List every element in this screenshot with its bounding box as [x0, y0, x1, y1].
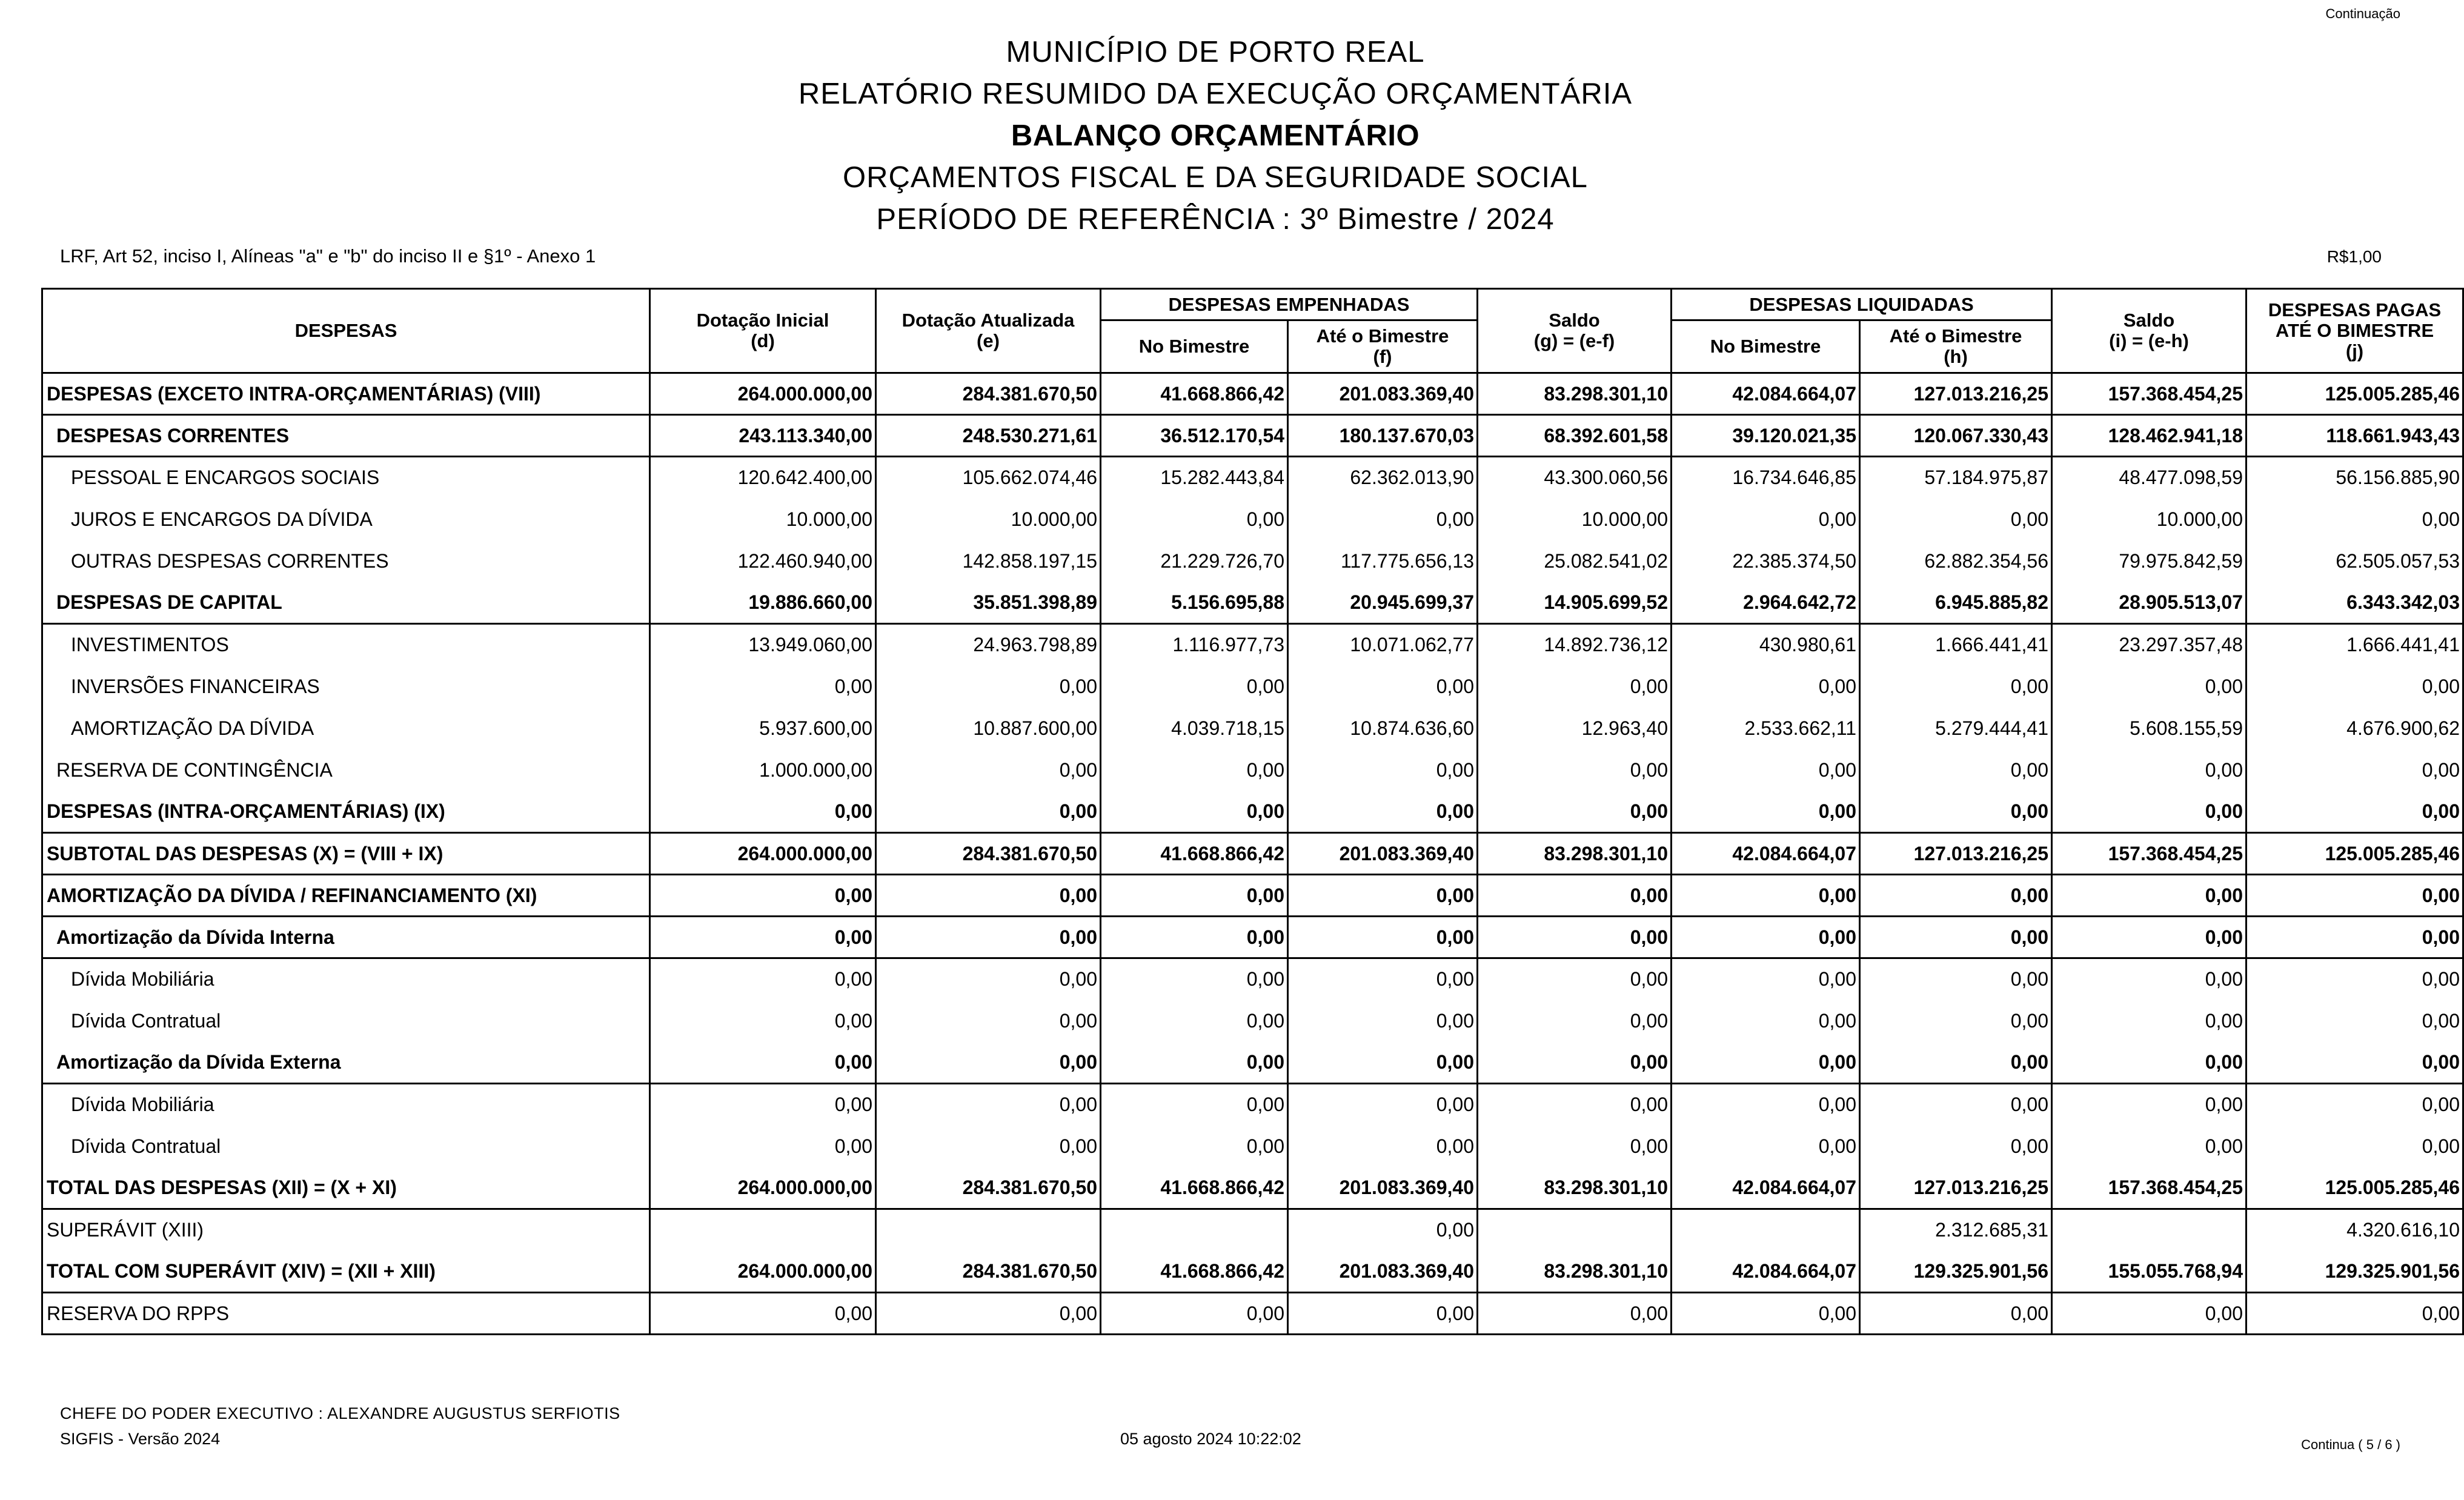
cell-value: 0,00	[2052, 1126, 2246, 1167]
cell-value	[1672, 1209, 1860, 1251]
cell-value: 0,00	[876, 875, 1101, 917]
row-label: INVESTIMENTOS	[42, 624, 650, 666]
cell-value: 0,00	[1288, 749, 1478, 791]
cell-value: 0,00	[1860, 917, 2052, 958]
report-titles	[0, 32, 2431, 241]
cell-value: 180.137.670,03	[1288, 415, 1478, 457]
cell-value: 0,00	[1478, 749, 1672, 791]
cell-value: 284.381.670,50	[876, 833, 1101, 875]
cell-value: 0,00	[1860, 1293, 2052, 1335]
cell-value: 0,00	[650, 791, 876, 833]
cell-value: 12.963,40	[1478, 708, 1672, 749]
table-row	[42, 1126, 2463, 1167]
table-row	[42, 875, 2463, 917]
cell-value: 264.000.000,00	[650, 1167, 876, 1209]
cell-value: 129.325.901,56	[2246, 1251, 2463, 1293]
table-row	[42, 958, 2463, 1000]
cell-value: 0,00	[876, 1126, 1101, 1167]
cell-value: 0,00	[1860, 1000, 2052, 1042]
col-saldo-i: Saldo (i) = (e-h)	[2052, 289, 2246, 373]
cell-value: 1.116.977,73	[1101, 624, 1288, 666]
cell-value: 0,00	[1101, 1000, 1288, 1042]
cell-value: 19.886.660,00	[650, 582, 876, 624]
municipality-title: MUNICÍPIO DE PORTO REAL	[1006, 36, 1425, 68]
cell-value: 0,00	[1478, 917, 1672, 958]
cell-value: 42.084.664,07	[1672, 1251, 1860, 1293]
cell-value: 22.385.374,50	[1672, 540, 1860, 582]
cell-value: 0,00	[1101, 1042, 1288, 1084]
cell-value: 14.905.699,52	[1478, 582, 1672, 624]
cell-value: 0,00	[1288, 875, 1478, 917]
cell-value: 0,00	[1672, 917, 1860, 958]
table-row	[42, 1167, 2463, 1209]
cell-value: 62.362.013,90	[1288, 457, 1478, 499]
cell-value: 0,00	[1101, 1126, 1288, 1167]
cell-value	[650, 1209, 876, 1251]
cell-value: 41.668.866,42	[1101, 1251, 1288, 1293]
cell-value: 0,00	[876, 1084, 1101, 1126]
cell-value: 0,00	[1860, 1084, 2052, 1126]
row-label: PESSOAL E ENCARGOS SOCIAIS	[42, 457, 650, 499]
table-row	[42, 917, 2463, 958]
col-group-liquidadas: DESPESAS LIQUIDADAS	[1672, 289, 2052, 320]
cell-value: 0,00	[1288, 1293, 1478, 1335]
cell-value: 0,00	[1860, 499, 2052, 540]
cell-value: 0,00	[1860, 749, 2052, 791]
row-label: AMORTIZAÇÃO DA DÍVIDA / REFINANCIAMENTO (XI)	[42, 875, 650, 917]
cell-value: 0,00	[1101, 875, 1288, 917]
cell-value: 4.676.900,62	[2246, 708, 2463, 749]
table-row	[42, 791, 2463, 833]
table-row	[42, 624, 2463, 666]
footer-system: SIGFIS - Versão 2024	[60, 1430, 221, 1448]
cell-value: 62.505.057,53	[2246, 540, 2463, 582]
cell-value: 201.083.369,40	[1288, 1167, 1478, 1209]
col-dotacao-atualizada: Dotação Atualizada (e)	[876, 289, 1101, 373]
cell-value: 0,00	[1478, 1000, 1672, 1042]
cell-value: 16.734.646,85	[1672, 457, 1860, 499]
cell-value: 0,00	[876, 958, 1101, 1000]
cell-value: 0,00	[1672, 791, 1860, 833]
cell-value: 120.642.400,00	[650, 457, 876, 499]
row-label: RESERVA DO RPPS	[42, 1293, 650, 1335]
cell-value: 0,00	[650, 958, 876, 1000]
col-despesas: DESPESAS	[42, 289, 650, 373]
table-row	[42, 1084, 2463, 1126]
cell-value: 430.980,61	[1672, 624, 1860, 666]
cell-value: 117.775.656,13	[1288, 540, 1478, 582]
table-row	[42, 373, 2463, 415]
cell-value: 0,00	[2052, 1084, 2246, 1126]
cell-value: 0,00	[876, 1042, 1101, 1084]
cell-value: 0,00	[2246, 1084, 2463, 1126]
cell-value: 5.608.155,59	[2052, 708, 2246, 749]
cell-value: 1.000.000,00	[650, 749, 876, 791]
currency-unit: R$1,00	[2326, 247, 2382, 266]
cell-value	[1478, 1209, 1672, 1251]
cell-value: 0,00	[1288, 499, 1478, 540]
row-label: SUPERÁVIT (XIII)	[42, 1209, 650, 1251]
cell-value: 0,00	[2052, 875, 2246, 917]
cell-value: 0,00	[1288, 791, 1478, 833]
cell-value: 0,00	[2246, 917, 2463, 958]
table-row	[42, 666, 2463, 708]
cell-value: 0,00	[2246, 1000, 2463, 1042]
cell-value: 0,00	[1478, 1293, 1672, 1335]
cell-value: 0,00	[2052, 1042, 2246, 1084]
cell-value: 0,00	[2246, 1126, 2463, 1167]
cell-value: 10.000,00	[2052, 499, 2246, 540]
row-label: INVERSÕES FINANCEIRAS	[42, 666, 650, 708]
cell-value: 48.477.098,59	[2052, 457, 2246, 499]
cell-value: 128.462.941,18	[2052, 415, 2246, 457]
cell-value: 2.964.642,72	[1672, 582, 1860, 624]
cell-value: 142.858.197,15	[876, 540, 1101, 582]
footer-page-indicator: Continua ( 5 / 6 )	[2301, 1437, 2400, 1452]
table-row	[42, 582, 2463, 624]
cell-value: 122.460.940,00	[650, 540, 876, 582]
cell-value: 83.298.301,10	[1478, 373, 1672, 415]
cell-value: 21.229.726,70	[1101, 540, 1288, 582]
table-body	[42, 373, 2463, 1335]
row-label: SUBTOTAL DAS DESPESAS (X) = (VIII + IX)	[42, 833, 650, 875]
cell-value: 10.000,00	[876, 499, 1101, 540]
cell-value: 0,00	[1101, 1293, 1288, 1335]
cell-value: 0,00	[876, 1293, 1101, 1335]
row-label: JUROS E ENCARGOS DA DÍVIDA	[42, 499, 650, 540]
cell-value: 20.945.699,37	[1288, 582, 1478, 624]
cell-value: 0,00	[2246, 1042, 2463, 1084]
cell-value: 35.851.398,89	[876, 582, 1101, 624]
table-row	[42, 833, 2463, 875]
cell-value: 201.083.369,40	[1288, 833, 1478, 875]
row-label: Dívida Contratual	[42, 1000, 650, 1042]
cell-value: 0,00	[2246, 666, 2463, 708]
col-emp-ate-bimestre: Até o Bimestre (f)	[1288, 320, 1478, 373]
cell-value: 127.013.216,25	[1860, 833, 2052, 875]
cell-value: 0,00	[1672, 1126, 1860, 1167]
cell-value: 0,00	[1101, 1084, 1288, 1126]
cell-value: 1.666.441,41	[2246, 624, 2463, 666]
cell-value: 0,00	[1672, 958, 1860, 1000]
cell-value: 56.156.885,90	[2246, 457, 2463, 499]
cell-value: 0,00	[2246, 499, 2463, 540]
cell-value: 83.298.301,10	[1478, 1167, 1672, 1209]
cell-value: 0,00	[1672, 1042, 1860, 1084]
cell-value: 15.282.443,84	[1101, 457, 1288, 499]
cell-value: 5.937.600,00	[650, 708, 876, 749]
cell-value: 41.668.866,42	[1101, 1167, 1288, 1209]
cell-value: 0,00	[1672, 499, 1860, 540]
cell-value: 39.120.021,35	[1672, 415, 1860, 457]
cell-value: 10.887.600,00	[876, 708, 1101, 749]
budget-title: ORÇAMENTOS FISCAL E DA SEGURIDADE SOCIAL	[843, 161, 1588, 194]
cell-value: 125.005.285,46	[2246, 1167, 2463, 1209]
footer-date: 05 agosto 2024 10:22:02	[1120, 1430, 1301, 1448]
cell-value: 10.000,00	[1478, 499, 1672, 540]
cell-value: 23.297.357,48	[2052, 624, 2246, 666]
cell-value: 0,00	[1672, 1084, 1860, 1126]
cell-value: 0,00	[1288, 666, 1478, 708]
cell-value: 42.084.664,07	[1672, 833, 1860, 875]
cell-value: 2.312.685,31	[1860, 1209, 2052, 1251]
table-row	[42, 540, 2463, 582]
cell-value: 0,00	[2246, 1293, 2463, 1335]
table-row	[42, 457, 2463, 499]
budget-table	[41, 288, 2464, 1335]
cell-value: 264.000.000,00	[650, 833, 876, 875]
cell-value: 284.381.670,50	[876, 1251, 1101, 1293]
cell-value: 0,00	[650, 917, 876, 958]
cell-value: 14.892.736,12	[1478, 624, 1672, 666]
cell-value: 0,00	[1860, 875, 2052, 917]
cell-value: 284.381.670,50	[876, 1167, 1101, 1209]
cell-value: 10.874.636,60	[1288, 708, 1478, 749]
cell-value: 0,00	[650, 875, 876, 917]
cell-value: 28.905.513,07	[2052, 582, 2246, 624]
cell-value: 157.368.454,25	[2052, 1167, 2246, 1209]
cell-value: 0,00	[650, 1042, 876, 1084]
report-title: RELATÓRIO RESUMIDO DA EXECUÇÃO ORÇAMENTÁRIA	[798, 78, 1633, 110]
footer-chief: CHEFE DO PODER EXECUTIVO : ALEXANDRE AUGUSTUS SERFIOTIS	[60, 1404, 620, 1422]
cell-value: 83.298.301,10	[1478, 833, 1672, 875]
cell-value: 201.083.369,40	[1288, 373, 1478, 415]
cell-value: 243.113.340,00	[650, 415, 876, 457]
row-label: Dívida Mobiliária	[42, 958, 650, 1000]
cell-value: 0,00	[1288, 1126, 1478, 1167]
cell-value: 0,00	[2246, 958, 2463, 1000]
cell-value: 42.084.664,07	[1672, 373, 1860, 415]
cell-value: 10.071.062,77	[1288, 624, 1478, 666]
cell-value: 127.013.216,25	[1860, 373, 2052, 415]
table-row	[42, 749, 2463, 791]
cell-value: 0,00	[1672, 666, 1860, 708]
table-row	[42, 1042, 2463, 1084]
cell-value: 6.343.342,03	[2246, 582, 2463, 624]
col-group-empenhadas: DESPESAS EMPENHADAS	[1101, 289, 1478, 320]
table-row	[42, 499, 2463, 540]
cell-value: 125.005.285,46	[2246, 373, 2463, 415]
cell-value: 0,00	[650, 1084, 876, 1126]
cell-value: 0,00	[1288, 958, 1478, 1000]
cell-value: 0,00	[1101, 917, 1288, 958]
cell-value: 105.662.074,46	[876, 457, 1101, 499]
row-label: OUTRAS DESPESAS CORRENTES	[42, 540, 650, 582]
cell-value: 0,00	[1101, 958, 1288, 1000]
continuation-note: Continuação	[2325, 6, 2400, 21]
cell-value: 0,00	[2246, 791, 2463, 833]
cell-value: 0,00	[876, 666, 1101, 708]
cell-value: 36.512.170,54	[1101, 415, 1288, 457]
cell-value: 41.668.866,42	[1101, 833, 1288, 875]
col-emp-no-bimestre: No Bimestre	[1101, 320, 1288, 373]
cell-value: 0,00	[1672, 1293, 1860, 1335]
col-saldo-g: Saldo (g) = (e-f)	[1478, 289, 1672, 373]
cell-value: 127.013.216,25	[1860, 1167, 2052, 1209]
cell-value: 0,00	[1288, 917, 1478, 958]
cell-value: 157.368.454,25	[2052, 833, 2246, 875]
cell-value: 4.320.616,10	[2246, 1209, 2463, 1251]
cell-value: 0,00	[876, 749, 1101, 791]
cell-value: 0,00	[1101, 749, 1288, 791]
cell-value: 0,00	[1478, 1126, 1672, 1167]
cell-value: 0,00	[1478, 1042, 1672, 1084]
cell-value: 0,00	[2246, 875, 2463, 917]
table-row	[42, 415, 2463, 457]
cell-value: 0,00	[650, 666, 876, 708]
period-title: PERÍODO DE REFERÊNCIA : 3º Bimestre / 2024	[876, 203, 1555, 236]
cell-value: 264.000.000,00	[650, 373, 876, 415]
lrf-reference: LRF, Art 52, inciso I, Alíneas "a" e "b" do inciso II e §1º - Anexo 1	[60, 245, 596, 267]
cell-value: 0,00	[2246, 749, 2463, 791]
cell-value: 129.325.901,56	[1860, 1251, 2052, 1293]
cell-value	[1101, 1209, 1288, 1251]
cell-value: 43.300.060,56	[1478, 457, 1672, 499]
cell-value: 0,00	[1101, 666, 1288, 708]
cell-value: 57.184.975,87	[1860, 457, 2052, 499]
cell-value: 62.882.354,56	[1860, 540, 2052, 582]
cell-value: 24.963.798,89	[876, 624, 1101, 666]
cell-value: 0,00	[1860, 1042, 2052, 1084]
cell-value: 0,00	[650, 1126, 876, 1167]
cell-value: 0,00	[2052, 958, 2246, 1000]
cell-value: 0,00	[1478, 875, 1672, 917]
row-label: Amortização da Dívida Interna	[42, 917, 650, 958]
cell-value: 83.298.301,10	[1478, 1251, 1672, 1293]
col-liq-ate-bimestre: Até o Bimestre (h)	[1860, 320, 2052, 373]
cell-value: 0,00	[876, 791, 1101, 833]
cell-value: 0,00	[1288, 1000, 1478, 1042]
cell-value: 42.084.664,07	[1672, 1167, 1860, 1209]
row-label: Amortização da Dívida Externa	[42, 1042, 650, 1084]
cell-value: 0,00	[1101, 791, 1288, 833]
cell-value: 118.661.943,43	[2246, 415, 2463, 457]
cell-value: 0,00	[1860, 666, 2052, 708]
cell-value: 0,00	[1672, 749, 1860, 791]
cell-value: 0,00	[876, 917, 1101, 958]
cell-value: 0,00	[2052, 791, 2246, 833]
cell-value: 68.392.601,58	[1478, 415, 1672, 457]
cell-value: 0,00	[650, 1000, 876, 1042]
row-label: DESPESAS (EXCETO INTRA-ORÇAMENTÁRIAS) (VIII)	[42, 373, 650, 415]
row-label: AMORTIZAÇÃO DA DÍVIDA	[42, 708, 650, 749]
row-label: TOTAL DAS DESPESAS (XII) = (X + XI)	[42, 1167, 650, 1209]
table-row	[42, 1000, 2463, 1042]
cell-value: 0,00	[1478, 958, 1672, 1000]
row-label: RESERVA DE CONTINGÊNCIA	[42, 749, 650, 791]
cell-value	[876, 1209, 1101, 1251]
cell-value: 13.949.060,00	[650, 624, 876, 666]
row-label: Dívida Contratual	[42, 1126, 650, 1167]
cell-value: 0,00	[1288, 1209, 1478, 1251]
table-row	[42, 1251, 2463, 1293]
cell-value: 0,00	[650, 1293, 876, 1335]
cell-value: 0,00	[2052, 749, 2246, 791]
balance-title: BALANÇO ORÇAMENTÁRIO	[1011, 119, 1420, 152]
cell-value: 79.975.842,59	[2052, 540, 2246, 582]
cell-value: 0,00	[876, 1000, 1101, 1042]
col-dotacao-inicial: Dotação Inicial (d)	[650, 289, 876, 373]
cell-value: 5.279.444,41	[1860, 708, 2052, 749]
cell-value: 0,00	[1860, 791, 2052, 833]
table-header	[42, 289, 2463, 373]
cell-value: 0,00	[1288, 1084, 1478, 1126]
cell-value: 125.005.285,46	[2246, 833, 2463, 875]
row-label: DESPESAS (INTRA-ORÇAMENTÁRIAS) (IX)	[42, 791, 650, 833]
col-pagas: DESPESAS PAGAS ATÉ O BIMESTRE (j)	[2246, 289, 2463, 373]
row-label: DESPESAS DE CAPITAL	[42, 582, 650, 624]
cell-value: 41.668.866,42	[1101, 373, 1288, 415]
cell-value: 0,00	[2052, 1293, 2246, 1335]
cell-value: 0,00	[1478, 791, 1672, 833]
cell-value: 2.533.662,11	[1672, 708, 1860, 749]
cell-value: 0,00	[1860, 958, 2052, 1000]
cell-value: 0,00	[1101, 499, 1288, 540]
cell-value: 4.039.718,15	[1101, 708, 1288, 749]
cell-value: 10.000,00	[650, 499, 876, 540]
cell-value: 264.000.000,00	[650, 1251, 876, 1293]
cell-value: 0,00	[2052, 1000, 2246, 1042]
col-liq-no-bimestre: No Bimestre	[1672, 320, 1860, 373]
cell-value: 0,00	[1288, 1042, 1478, 1084]
row-label: Dívida Mobiliária	[42, 1084, 650, 1126]
cell-value: 0,00	[1478, 666, 1672, 708]
cell-value: 0,00	[1672, 1000, 1860, 1042]
cell-value: 155.055.768,94	[2052, 1251, 2246, 1293]
cell-value: 284.381.670,50	[876, 373, 1101, 415]
row-label: TOTAL COM SUPERÁVIT (XIV) = (XII + XIII)	[42, 1251, 650, 1293]
row-label: DESPESAS CORRENTES	[42, 415, 650, 457]
cell-value: 0,00	[1672, 875, 1860, 917]
cell-value: 6.945.885,82	[1860, 582, 2052, 624]
cell-value: 0,00	[1478, 1084, 1672, 1126]
table-row	[42, 1209, 2463, 1251]
cell-value: 0,00	[2052, 666, 2246, 708]
cell-value: 5.156.695,88	[1101, 582, 1288, 624]
cell-value: 0,00	[1860, 1126, 2052, 1167]
table-row	[42, 1293, 2463, 1335]
cell-value: 0,00	[2052, 917, 2246, 958]
table-row	[42, 708, 2463, 749]
cell-value: 157.368.454,25	[2052, 373, 2246, 415]
cell-value	[2052, 1209, 2246, 1251]
cell-value: 120.067.330,43	[1860, 415, 2052, 457]
cell-value: 248.530.271,61	[876, 415, 1101, 457]
cell-value: 201.083.369,40	[1288, 1251, 1478, 1293]
cell-value: 1.666.441,41	[1860, 624, 2052, 666]
cell-value: 25.082.541,02	[1478, 540, 1672, 582]
